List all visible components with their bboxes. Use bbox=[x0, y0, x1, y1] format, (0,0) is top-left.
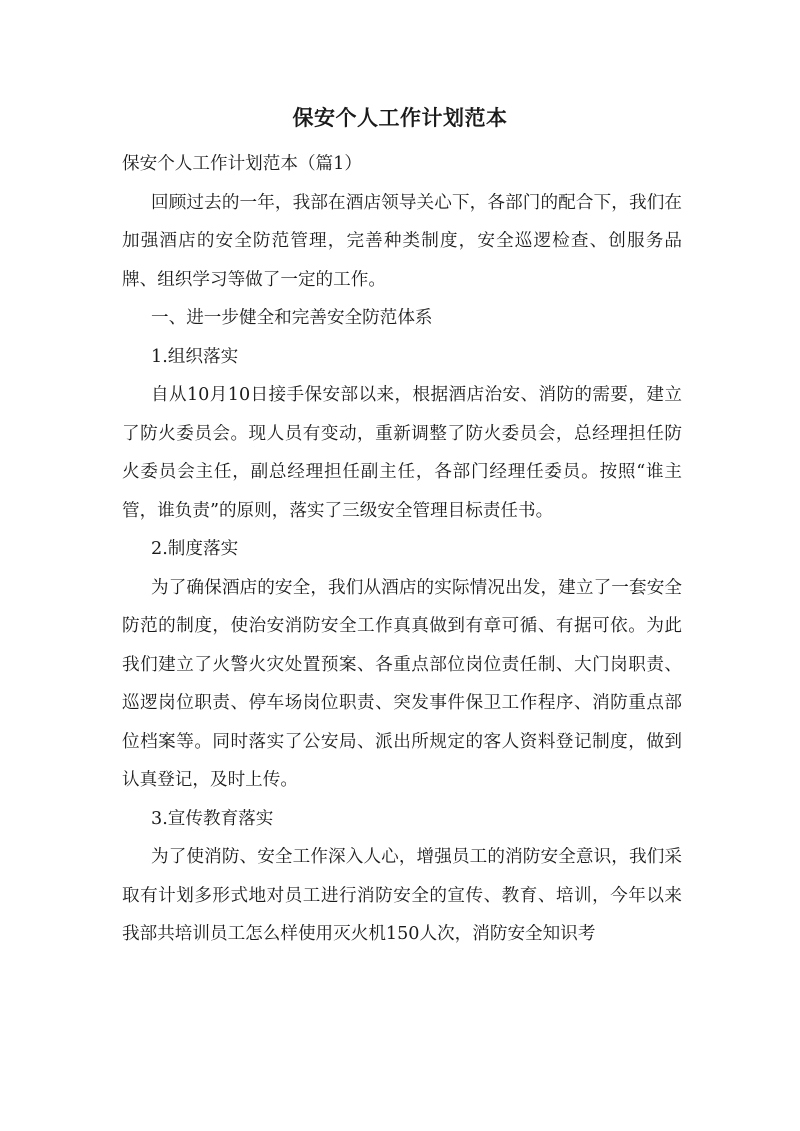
document-title: 保安个人工作计划范本 bbox=[292, 106, 508, 130]
paragraph-organization: 自从10月10日接手保安部以来，根据酒店治安、消防的需要，建立了防火委员会。现人员有变动，重新调整了防火委员会，总经理担任防火委员会主任，副总经理担任副主任，各部门经理任委员。按照“谁主管，谁负责”的原则，落实了三级安全管理目标责任书。 bbox=[122, 385, 682, 521]
subsection-heading-education: 3.宣传教育落实 bbox=[151, 808, 274, 829]
document-subtitle: 保安个人工作计划范本（篇1） bbox=[122, 154, 362, 174]
subsection-heading-system: 2.制度落实 bbox=[151, 539, 239, 559]
paragraph-intro: 回顾过去的一年，我部在酒店领导关心下，各部门的配合下，我们在加强酒店的安全防范管理，完善种类制度，安全巡逻检查、创服务品牌、组织学习等做了一定的工作。 bbox=[122, 192, 682, 290]
document-body bbox=[122, 145, 682, 954]
subsection-heading-organization: 1.组织落实 bbox=[151, 346, 239, 367]
paragraph-system: 为了确保酒店的安全，我们从酒店的实际情况出发，建立了一套安全防范的制度，使治安消防安全工作真真做到有章可循、有据可依。为此我们建立了火警火灾处置预案、各重点部位岗位责任制、大门岗职责、巡逻岗位职责、停车场岗位职责、突发事件保卫工作程序、消防重点部位档案等。同时落实了公安局、派出所规定的客人资料登记制度，做到认真登记，及时上传。 bbox=[122, 577, 682, 790]
section-heading-1: 一、进一步健全和完善安全防范体系 bbox=[151, 308, 433, 328]
paragraph-education: 为了使消防、安全工作深入人心，增强员工的消防安全意识，我们采取有计划多形式地对员工进行消防安全的宣传、教育、培训，今年以来我部共培训员工怎么样使用灭火机150人次，消防安全知识考 bbox=[122, 847, 682, 944]
